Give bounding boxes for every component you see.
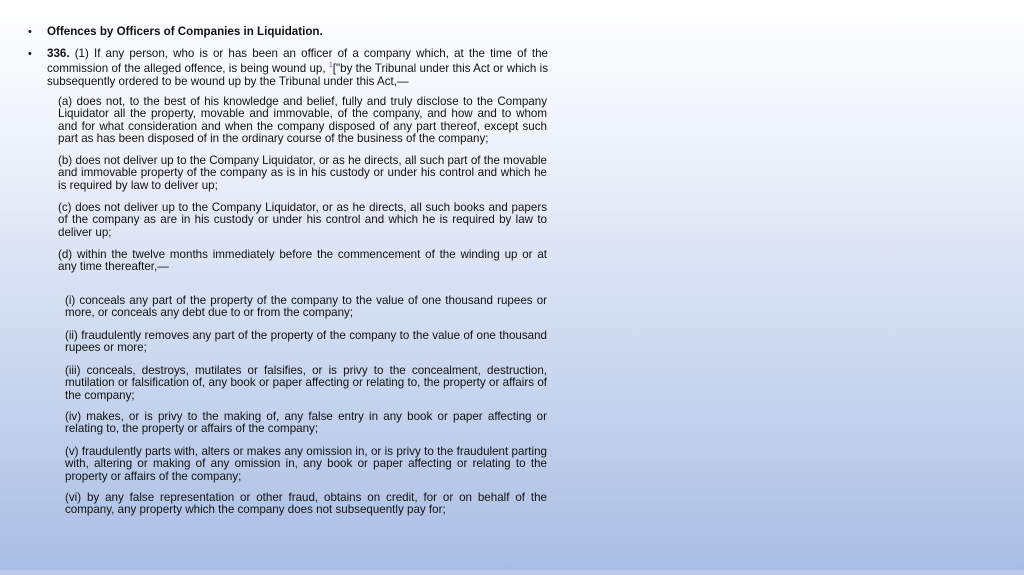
clause-c: (c) does not deliver up to the Company Liquidator, or as he directs, all such books and papers of the company as are in his custody or under his control and which he is required by law to deliver up; [58, 201, 547, 239]
bullet-icon: • [28, 26, 32, 38]
clause-a: (a) does not, to the best of his knowledge and belief, fully and truly disclose to the Company Liquidator all the property, movable and immovable, of the company, and how and to whom and for what consideration and when the company disposed of any part thereof, except such part as has been disposed of in the ordinary course of the business of the company; [58, 95, 547, 146]
slide-bottom-bar [0, 570, 1024, 575]
footnote-reference[interactable]: 1 [328, 62, 333, 70]
section-bullet-item [28, 48, 548, 88]
heading-bullet-item [28, 26, 548, 38]
section-intro [47, 48, 548, 88]
clause-d: (d) within the twelve months immediately before the commencement of the winding up or at any time thereafter,— [58, 248, 547, 274]
subclause-i: (i) conceals any part of the property of the company to the value of one thousand rupees or more, or conceals any debt due to or from the company; [65, 294, 547, 320]
intro-text-part1: (1) If any person, who is or has been an officer of a company which, at the time of the commission of the alleged offence, is being wound up, [47, 47, 548, 76]
subclause-ii: (ii) fraudulently removes any part of the property of the company to the value of one thousand rupees or more; [65, 329, 547, 355]
subclause-iii: (iii) conceals, destroys, mutilates or falsifies, or is privy to the concealment, destruction, mutilation or falsification of, any book or paper affecting or relating to, the property or affairs of the company; [65, 364, 547, 402]
intro-text-part2: ["by the Tribunal under this Act or which is subsequently ordered to be wound up by the Tribunal under this Act,— [47, 62, 549, 88]
subclause-v: (v) fraudulently parts with, alters or makes any omission in, or is privy to the fraudulent parting with, altering or making of any omission in, any book or paper affecting or relating to the property or affairs of the company; [65, 445, 547, 483]
bullet-icon: • [28, 48, 32, 60]
clause-b: (b) does not deliver up to the Company Liquidator, or as he directs, all such part of the movable and immovable property of the company as is in his custody or under his control and which he is required by law to deliver up; [58, 154, 547, 192]
subclause-vi: (vi) by any false representation or other fraud, obtains on credit, for or on behalf of the company, any property which the company does not subsequently pay for; [65, 491, 547, 517]
slide-heading: Offences by Officers of Companies in Liquidation. [47, 25, 323, 38]
subclause-iv: (iv) makes, or is privy to the making of, any false entry in any book or paper affecting or relating to, the property or affairs of the company; [65, 410, 547, 436]
section-number: 336. [47, 47, 70, 60]
